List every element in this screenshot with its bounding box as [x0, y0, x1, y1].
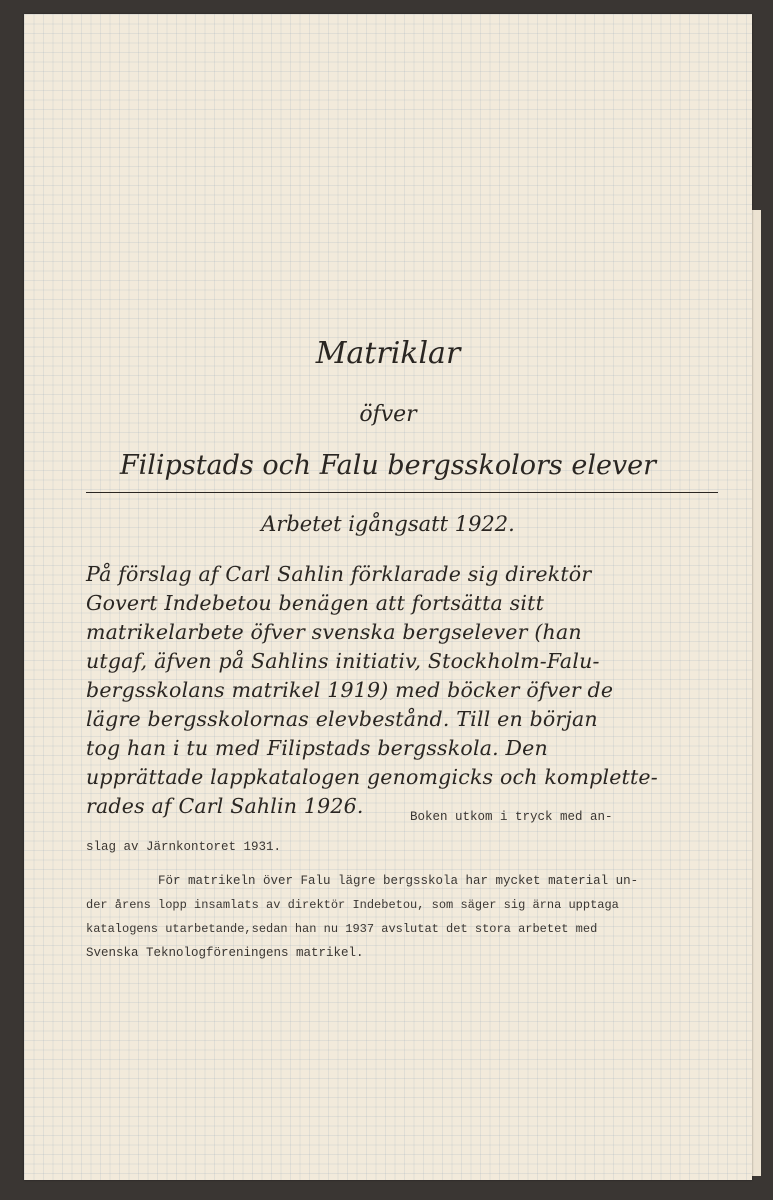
document-page: [24, 14, 752, 1180]
typed-inline-text: Boken utkom i tryck med an-: [410, 810, 613, 824]
typed-line: För matrikeln över Falu lägre bergsskola har mycket material un-: [158, 874, 639, 888]
title-underline: [86, 492, 718, 493]
typed-line: slag av Järnkontoret 1931.: [86, 840, 282, 854]
document-subtitle: Filipstads och Falu bergsskolors elever: [119, 450, 657, 481]
handwritten-line: matrikelarbete öfver svenska bergselever (han: [86, 620, 582, 644]
handwritten-line: bergsskolans matrikel 1919) med böcker öfver de: [86, 678, 614, 702]
started-date-line: Arbetet igångsatt 1922.: [261, 512, 515, 536]
handwritten-line: upprättade lappkatalogen genomgicks och komplette-: [86, 765, 658, 789]
document-title: Matriklar: [315, 336, 461, 371]
title-connector: öfver: [359, 402, 417, 427]
handwritten-line: lägre bergsskolornas elevbestånd. Till en början: [86, 707, 598, 731]
typed-line: der årens lopp insamlats av direktör Indebetou, som säger sig ärna upptaga: [86, 898, 619, 912]
typed-line: katalogens utarbetande,sedan han nu 1937 avslutat det stora arbetet med: [86, 922, 598, 936]
handwritten-line: På förslag af Carl Sahlin förklarade sig direktör: [86, 562, 592, 586]
handwritten-line: Govert Indebetou benägen att fortsätta sitt: [86, 591, 545, 615]
typed-line: Svenska Teknologföreningens matrikel.: [86, 946, 364, 960]
handwritten-line: utgaf, äfven på Sahlins initiativ, Stockholm-Falu-: [86, 649, 600, 673]
handwritten-line: rades af Carl Sahlin 1926.: [86, 794, 364, 818]
handwritten-line: tog han i tu med Filipstads bergsskola. Den: [86, 736, 548, 760]
